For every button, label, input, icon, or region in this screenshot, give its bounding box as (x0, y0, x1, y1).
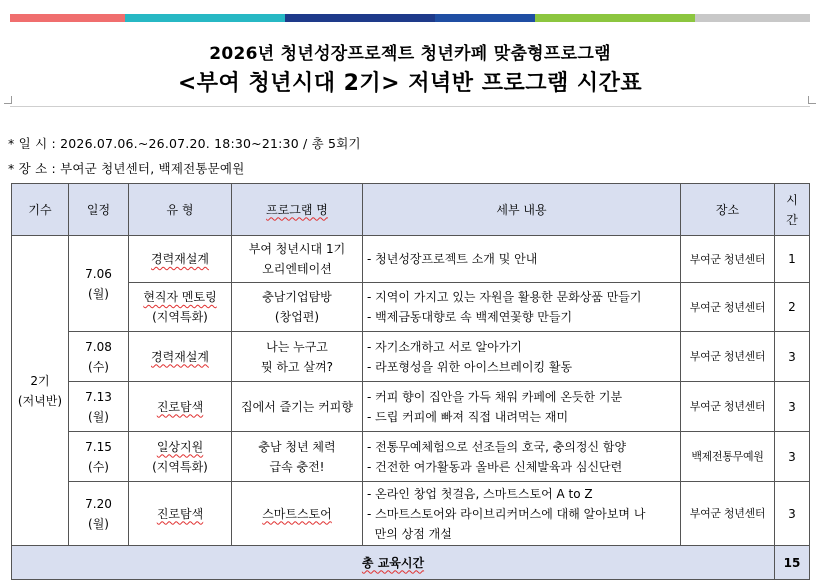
detail-item: - 건전한 여가활동과 올바른 신체발육과 심신단련 (367, 459, 623, 474)
header-type: 유 형 (129, 184, 232, 236)
header-divider (10, 106, 810, 107)
detail-cell (363, 382, 681, 432)
header-cohort: 기수 (12, 184, 69, 236)
weekday-label: (수) (88, 459, 109, 474)
type-cell (129, 482, 232, 546)
type-sublabel: (지역특화) (152, 459, 208, 474)
total-label: 총 교육시간 (361, 555, 425, 570)
type-label: 경력재설계 (151, 349, 209, 364)
program-schedule-table (11, 183, 810, 580)
place-cell (681, 382, 775, 432)
program-label: 뭣 하고 살껴? (261, 359, 333, 374)
date-label: 7.06 (85, 266, 112, 281)
program-label: 나는 누구고 (266, 339, 328, 354)
color-bar-segment (10, 14, 125, 22)
detail-item: - 온라인 창업 첫걸음, 스마트스토어 A to Z (367, 486, 593, 501)
detail-item: - 자기소개하고 서로 알아가기 (367, 339, 522, 354)
program-cell (232, 283, 363, 332)
weekday-label: (수) (88, 359, 109, 374)
detail-item: - 드립 커피에 빠져 직접 내려먹는 재미 (367, 409, 569, 424)
program-label: 급속 충전! (269, 459, 325, 474)
schedule-info: * 일 시 : 2026.07.06.~26.07.20. 18:30~21:30 / 총 5회기 (8, 136, 361, 151)
table-row (12, 332, 810, 382)
weekday-label: (월) (88, 286, 109, 301)
header-hours-line2: 간 (786, 212, 798, 227)
type-cell (129, 236, 232, 283)
hours-cell: 3 (775, 432, 810, 482)
program-cell (232, 432, 363, 482)
date-cell (69, 432, 129, 482)
date-cell (69, 382, 129, 432)
total-label-cell (12, 546, 775, 580)
type-sublabel: (지역특화) (152, 310, 208, 324)
hours-cell: 3 (775, 382, 810, 432)
detail-item: - 라포형성을 위한 아이스브레이킹 활동 (367, 359, 573, 374)
detail-cell (363, 236, 681, 283)
date-label: 7.08 (85, 339, 112, 354)
table-row (12, 236, 810, 283)
color-bar-segment (435, 14, 535, 22)
program-label: 스마트스토어 (262, 506, 332, 521)
detail-item: - 청년성장프로젝트 소개 및 안내 (367, 252, 538, 266)
detail-item: - 백제금동대향로 속 백제연꽃향 만들기 (367, 310, 573, 324)
program-label: 충남기업탐방 (262, 290, 332, 304)
detail-cell (363, 432, 681, 482)
detail-item: 만의 상점 개설 (367, 526, 452, 541)
table-row (12, 432, 810, 482)
cohort-sublabel: (저녁반) (17, 393, 63, 408)
header-date: 일정 (69, 184, 129, 236)
table-header-row (12, 184, 810, 236)
color-bar-segment (695, 14, 810, 22)
color-bar-segment (125, 14, 285, 22)
weekday-label: (월) (88, 409, 109, 424)
program-cell (232, 482, 363, 546)
date-label: 7.20 (85, 496, 112, 511)
page-corner-mark-right (808, 96, 816, 104)
page-corner-mark-left (4, 96, 12, 104)
table-row (12, 283, 810, 332)
place-cell (681, 283, 775, 332)
detail-item: - 전통무예체험으로 선조들의 호국, 충의정신 함양 (367, 439, 627, 454)
program-label: 오리엔테이션 (262, 262, 332, 276)
hours-cell: 1 (775, 236, 810, 283)
place-label: 백제전통무예원 (691, 450, 764, 463)
detail-item: - 지역이 가지고 있는 자원을 활용한 문화상품 만들기 (367, 290, 642, 304)
place-cell (681, 432, 775, 482)
type-cell (129, 283, 232, 332)
weekday-label: (월) (88, 516, 109, 531)
place-label: 부여군 청년센터 (689, 300, 766, 314)
detail-cell (363, 332, 681, 382)
place-label: 부여군 청년센터 (689, 507, 766, 520)
cohort-cell (12, 236, 69, 546)
program-cell (232, 382, 363, 432)
place-cell (681, 332, 775, 382)
date-cell (69, 332, 129, 382)
type-label: 진로탐색 (156, 399, 204, 414)
program-label: 충남 청년 체력 (258, 439, 336, 454)
hours-cell: 3 (775, 332, 810, 382)
header-detail: 세부 내용 (363, 184, 681, 236)
total-row (12, 546, 810, 580)
table-row (12, 482, 810, 546)
type-label: 진로탐색 (156, 506, 204, 521)
hours-cell: 2 (775, 283, 810, 332)
date-cell (69, 482, 129, 546)
header-program-label: 프로그램 명 (266, 202, 328, 217)
detail-item: - 스마트스토어와 라이브리커머스에 대해 알아보며 나 (367, 506, 646, 521)
header-program (232, 184, 363, 236)
program-cell (232, 236, 363, 283)
place-cell (681, 482, 775, 546)
program-label: 집에서 즐기는 커피향 (241, 399, 353, 414)
place-label: 부여군 청년센터 (689, 400, 766, 413)
type-cell (129, 382, 232, 432)
total-value-cell (775, 546, 810, 580)
program-label: (창업편) (274, 310, 320, 324)
color-bar-segment (285, 14, 435, 22)
hours-cell: 3 (775, 482, 810, 546)
place-cell (681, 236, 775, 283)
type-label: 일상지원 (156, 439, 204, 454)
total-value: 15 (783, 555, 801, 570)
date-label: 7.13 (85, 389, 112, 404)
color-bar-segment (535, 14, 695, 22)
document-title-line2: <부여 청년시대 2기> 저녁반 프로그램 시간표 (177, 71, 643, 96)
detail-item: - 커피 향이 집안을 가득 채워 카페에 온듯한 기분 (367, 389, 623, 404)
program-cell (232, 332, 363, 382)
cohort-label: 2기 (30, 373, 50, 388)
header-color-bar (10, 14, 810, 22)
type-label: 경력재설계 (151, 252, 209, 266)
detail-cell (363, 482, 681, 546)
location-info: * 장 소 : 부여군 청년센터, 백제전통문예원 (8, 161, 245, 176)
header-place: 장소 (681, 184, 775, 236)
document-title-line1: 2026년 청년성장프로젝트 청년카페 맞춤형프로그램 (209, 44, 611, 64)
date-label: 7.15 (85, 439, 112, 454)
date-cell (69, 236, 129, 332)
place-label: 부여군 청년센터 (689, 350, 766, 363)
type-cell (129, 432, 232, 482)
detail-cell (363, 283, 681, 332)
table-row (12, 382, 810, 432)
program-label: 부여 청년시대 1기 (248, 242, 346, 256)
header-hours-line1: 시 (786, 192, 798, 207)
place-label: 부여군 청년센터 (689, 252, 766, 266)
header-hours (775, 184, 810, 236)
type-cell (129, 332, 232, 382)
type-label: 현직자 멘토링 (143, 290, 217, 304)
